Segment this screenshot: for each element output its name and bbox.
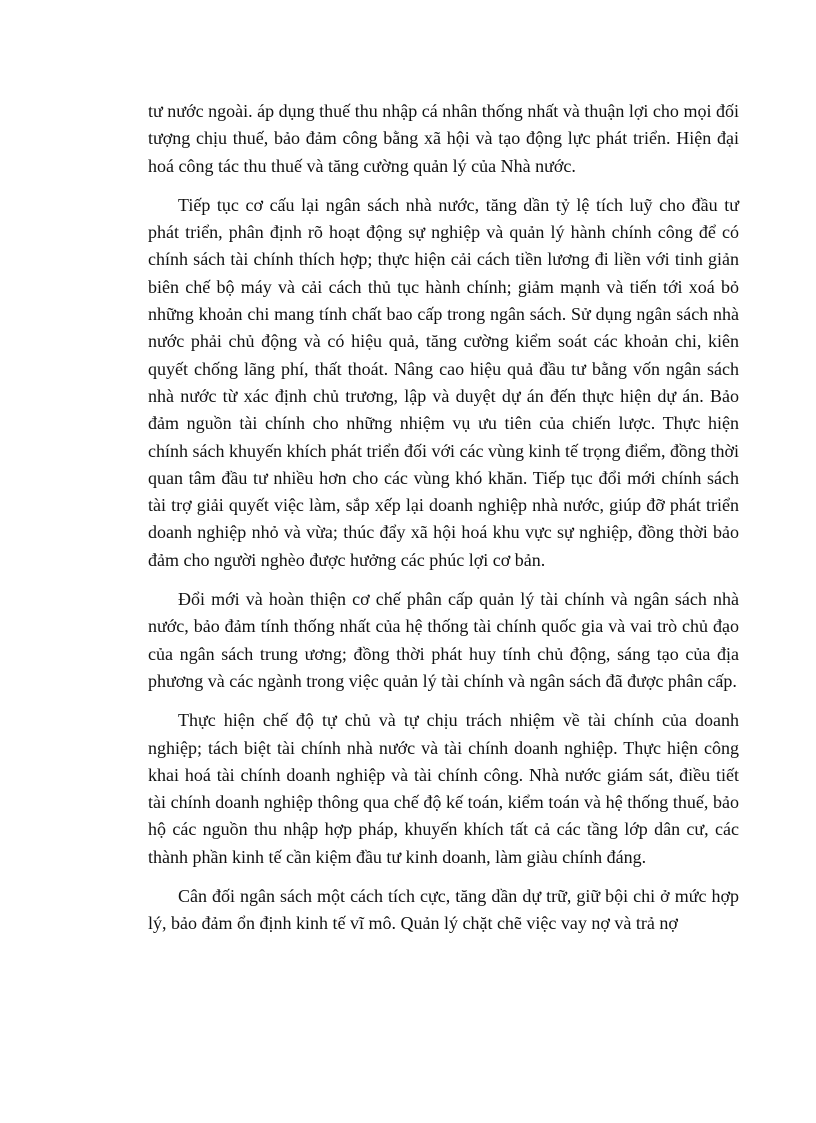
paragraph-decentralization: Đổi mới và hoàn thiện cơ chế phân cấp quản lý tài chính và ngân sách nhà nước, bảo đảm tính thống nhất của hệ thống tài chính quốc gia và vai trò chủ đạo của ngân sách trung ương; đồng thời phát huy tính chủ động, sáng tạo của địa phương và các ngành trong việc quản lý tài chính và ngân sách đã được phân cấp. bbox=[148, 589, 739, 691]
paragraph-continuation: tư nước ngoài. áp dụng thuế thu nhập cá nhân thống nhất và thuận lợi cho mọi đối tượng chịu thuế, bảo đảm công bằng xã hội và tạo động lực phát triển. Hiện đại hoá công tác thu thuế và tăng cường quản lý của Nhà nước. bbox=[148, 101, 739, 176]
paragraph-budget-restructuring: Tiếp tục cơ cấu lại ngân sách nhà nước, tăng dần tỷ lệ tích luỹ cho đầu tư phát triển, phân định rõ hoạt động sự nghiệp và quản lý hành chính công để có chính sách tài chính thích hợp; thực hiện cải cách tiền lương đi liền với tinh giản biên chế bộ máy và cải cách thủ tục hành chính; giảm mạnh và tiến tới xoá bỏ những khoản chi mang tính chất bao cấp trong ngân sách. Sử dụng ngân sách nhà nước phải chủ động và có hiệu quả, tăng cường kiểm soát các khoản chi, kiên quyết chống lãng phí, thất thoát. Nâng cao hiệu quả đầu tư bằng vốn ngân sách nhà nước từ xác định chủ trương, lập và duyệt dự án đến thực hiện dự án. Bảo đảm nguồn tài chính cho những nhiệm vụ ưu tiên của chiến lược. Thực hiện chính sách khuyến khích phát triển đối với các vùng kinh tế trọng điểm, đồng thời quan tâm đầu tư nhiều hơn cho các vùng khó khăn. Tiếp tục đổi mới chính sách tài trợ giải quyết việc làm, sắp xếp lại doanh nghiệp nhà nước, giúp đỡ phát triển doanh nghiệp nhỏ và vừa; thúc đẩy xã hội hoá khu vực sự nghiệp, đồng thời bảo đảm cho người nghèo được hưởng các phúc lợi cơ bản. bbox=[148, 194, 739, 570]
document-body bbox=[148, 98, 739, 950]
paragraph-enterprise-autonomy: Thực hiện chế độ tự chủ và tự chịu trách nhiệm về tài chính của doanh nghiệp; tách biệt tài chính nhà nước và tài chính doanh nghiệp. Thực hiện công khai hoá tài chính doanh nghiệp và tài chính công. Nhà nước giám sát, điều tiết tài chính doanh nghiệp thông qua chế độ kế toán, kiểm toán và hệ thống thuế, bảo hộ các nguồn thu nhập hợp pháp, khuyến khích tất cả các tầng lớp dân cư, các thành phần kinh tế cần kiệm đầu tư kinh doanh, làm giàu chính đáng. bbox=[148, 710, 739, 867]
paragraph-budget-balance: Cân đối ngân sách một cách tích cực, tăng dần dự trữ, giữ bội chi ở mức hợp lý, bảo đảm ổn định kinh tế vĩ mô. Quản lý chặt chẽ việc vay nợ và trả nợ bbox=[148, 886, 739, 934]
